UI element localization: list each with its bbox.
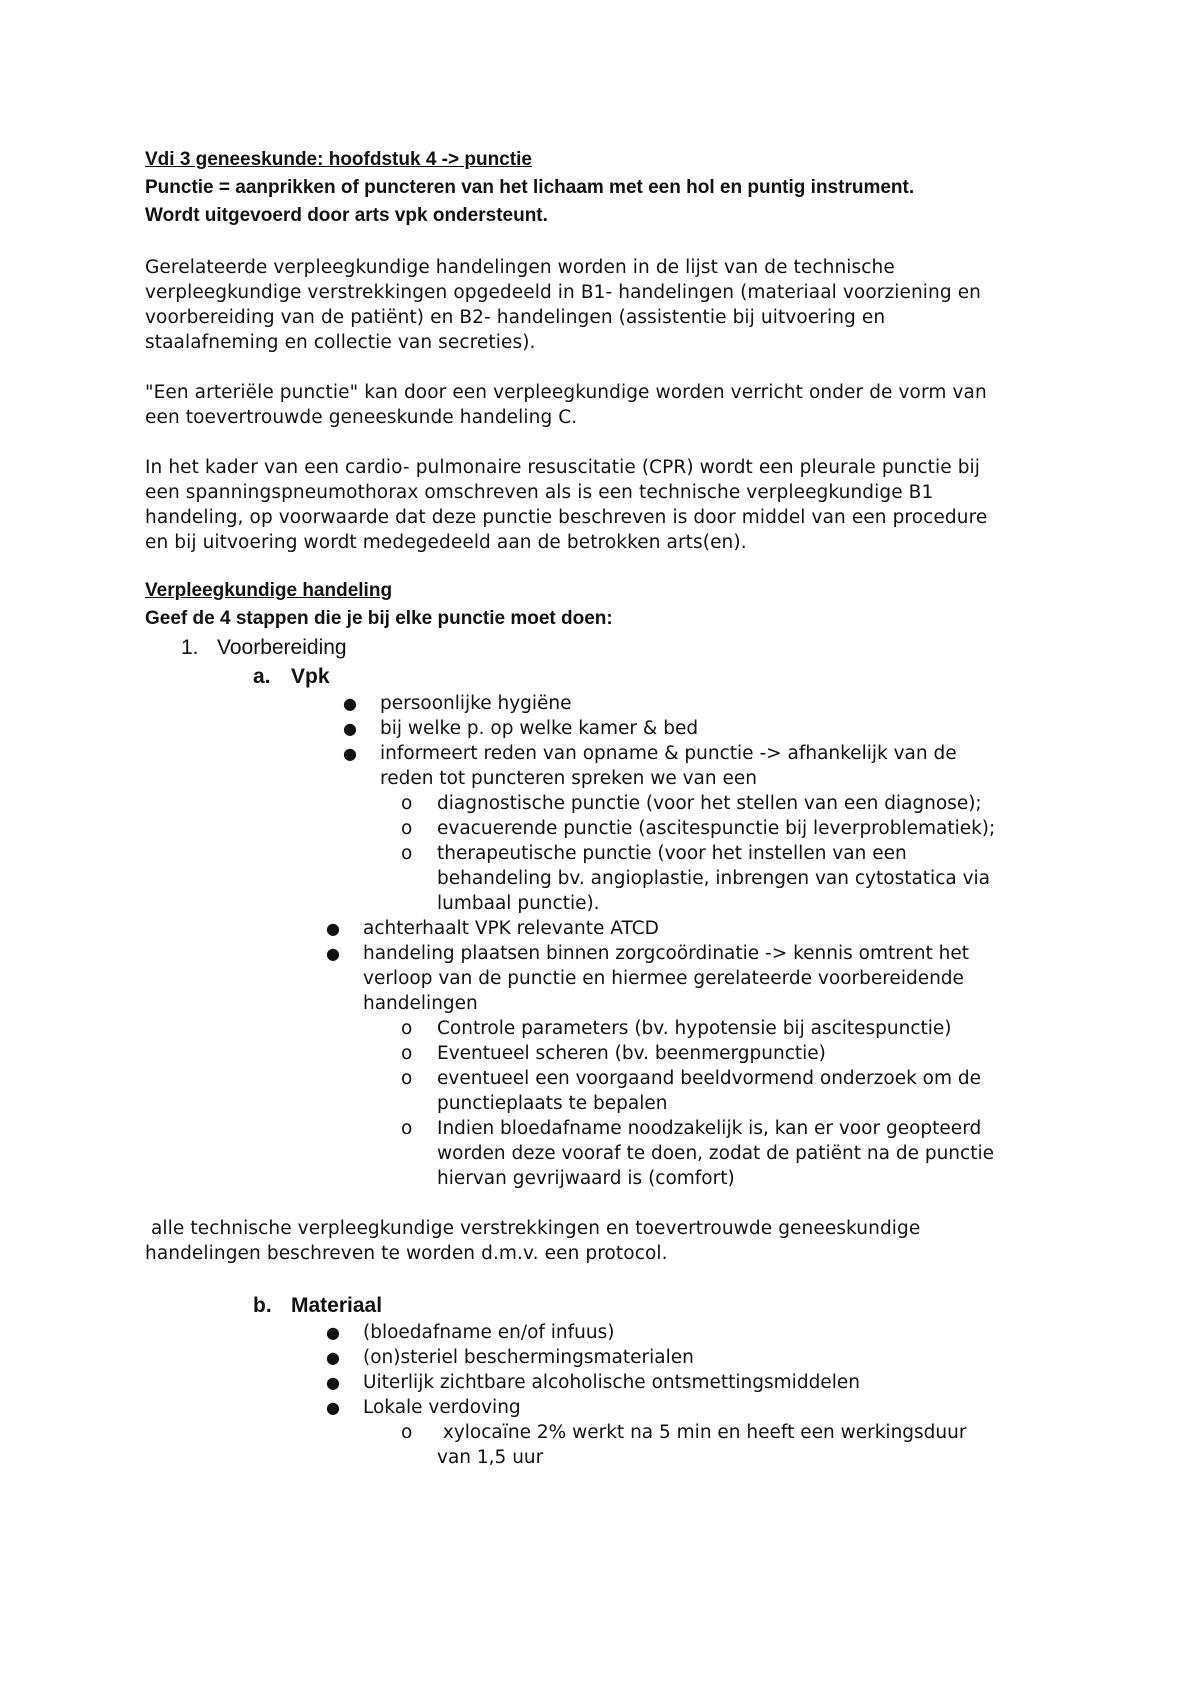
spacer — [145, 555, 1080, 577]
list-item-text: xylocaïne 2% werkt na 5 min en heeft een werkingsduur — [437, 1422, 967, 1443]
bullet-icon: ● — [326, 1348, 340, 1367]
paragraph-b1-b2 — [145, 255, 1080, 355]
list-item-text: Eventueel scheren (bv. beenmergpunctie) — [437, 1043, 826, 1064]
paragraph-cpr — [145, 455, 1080, 555]
list-item — [145, 1016, 1080, 1041]
list-item — [145, 791, 1080, 816]
paragraph-line: In het kader van een cardio- pulmonaire resuscitatie (CPR) wordt een pleurale punctie bij — [145, 457, 981, 478]
bullet-icon: ● — [326, 1373, 340, 1392]
circle-bullet-icon: o — [401, 1422, 413, 1443]
bullet-icon: ● — [343, 719, 357, 738]
list-item-text: Controle parameters (bv. hypotensie bij ascitespunctie) — [437, 1018, 952, 1039]
spacer — [145, 355, 1080, 380]
list-item-text: lumbaal punctie). — [437, 893, 600, 914]
list-item-text: van 1,5 uur — [437, 1447, 544, 1468]
step-label: Voorbereiding — [217, 636, 347, 659]
paragraph-line: Gerelateerde verpleegkundige handelingen worden in de lijst van de technische — [145, 257, 895, 278]
list-item-text: diagnostische punctie (voor het stellen van een diagnose); — [437, 793, 982, 814]
spacer — [145, 230, 1080, 255]
circle-bullet-icon: o — [401, 1018, 413, 1039]
section-question: Geef de 4 stappen die je bij elke punctie moet doen: — [145, 608, 613, 629]
list-item-text: Uiterlijk zichtbare alcoholische ontsmettingsmiddelen — [363, 1372, 860, 1393]
list-item-text: verloop van de punctie en hiermee gerelateerde voorbereidende — [363, 968, 964, 989]
paragraph-line: handelingen beschreven te worden d.m.v. een protocol. — [145, 1243, 668, 1264]
document-page — [145, 146, 1080, 1470]
list-item-text: Lokale verdoving — [363, 1397, 521, 1418]
step-1 — [145, 633, 1080, 662]
list-item — [145, 1041, 1080, 1066]
section-title: Verpleegkundige handeling — [145, 580, 393, 601]
list-item-text: behandeling bv. angioplastie, inbrengen van cytostatica via — [437, 868, 991, 889]
circle-bullet-icon: o — [401, 793, 413, 814]
bullet-icon: ● — [326, 1398, 340, 1417]
paragraph-line: verpleegkundige verstrekkingen opgedeeld in B1- handelingen (materiaal voorziening en — [145, 282, 982, 303]
document-title: Vdi 3 geneeskunde: hoofdstuk 4 -> punctie — [145, 149, 532, 170]
paragraph-line: "Een arteriële punctie" kan door een verpleegkundige worden verricht onder de vorm van — [145, 382, 987, 403]
paragraph-line: handeling, op voorwaarde dat deze punctie beschreven is door middel van een procedure — [145, 507, 988, 528]
bullet-icon: ● — [343, 744, 357, 763]
definition-line-1: Punctie = aanprikken of puncteren van het lichaam met een hol en puntig instrument. — [145, 177, 915, 198]
list-item-text: persoonlijke hygiëne — [380, 693, 572, 714]
list-item — [145, 916, 1080, 941]
list-item — [145, 716, 1080, 741]
paragraph-line: een toevertrouwde geneeskunde handeling C. — [145, 407, 578, 428]
sub-step-label: Materiaal — [291, 1294, 383, 1317]
list-item — [145, 1066, 1080, 1116]
circle-bullet-icon: o — [401, 1118, 413, 1139]
list-item-text: informeert reden van opname & punctie -> afhankelijk van de — [380, 743, 957, 764]
paragraph-line: alle technische verpleegkundige verstrekkingen en toevertrouwde geneeskundige — [145, 1218, 921, 1239]
list-item-text: (on)steriel beschermingsmaterialen — [363, 1347, 694, 1368]
definition-line-2: Wordt uitgevoerd door arts vpk ondersteunt. — [145, 205, 548, 226]
sub-step-letter: b. — [253, 1294, 272, 1317]
paragraph-line: voorbereiding van de patiënt) en B2- handelingen (assistentie bij uitvoering en — [145, 307, 886, 328]
list-item — [145, 741, 1080, 791]
bullet-icon: ● — [326, 919, 340, 938]
list-item — [145, 941, 1080, 1016]
paragraph-line: staalafneming en collectie van secreties). — [145, 332, 536, 353]
paragraph-line: en bij uitvoering wordt medegedeeld aan de betrokken arts(en). — [145, 532, 747, 553]
list-item-text: bij welke p. op welke kamer & bed — [380, 718, 699, 739]
paragraph-line: een spanningspneumothorax omschreven als is een technische verpleegkundige B1 — [145, 482, 934, 503]
list-item-text: punctieplaats te bepalen — [437, 1093, 668, 1114]
sub-step-a — [145, 662, 1080, 691]
spacer — [145, 1191, 1080, 1216]
list-item-text: handelingen — [363, 993, 478, 1014]
list-item-text: reden tot puncteren spreken we van een — [380, 768, 757, 789]
list-item — [145, 1395, 1080, 1420]
list-item-text: Indien bloedafname noodzakelijk is, kan er voor geopteerd — [437, 1118, 982, 1139]
list-item-text: therapeutische punctie (voor het instellen van een — [437, 843, 907, 864]
list-item — [145, 841, 1080, 916]
spacer — [145, 430, 1080, 455]
spacer — [145, 1266, 1080, 1291]
paragraph-protocol — [145, 1216, 1080, 1266]
list-item-text: handeling plaatsen binnen zorgcoördinatie -> kennis omtrent het — [363, 943, 970, 964]
list-item-text: worden deze vooraf te doen, zodat de patiënt na de punctie — [437, 1143, 994, 1164]
circle-bullet-icon: o — [401, 1043, 413, 1064]
list-item — [145, 1116, 1080, 1191]
list-item — [145, 1320, 1080, 1345]
bullet-icon: ● — [326, 944, 340, 963]
list-item-text: evacuerende punctie (ascitespunctie bij leverproblematiek); — [437, 818, 996, 839]
list-item — [145, 1420, 1080, 1470]
list-item-text: achterhaalt VPK relevante ATCD — [363, 918, 659, 939]
bullet-icon: ● — [343, 694, 357, 713]
list-item — [145, 691, 1080, 716]
circle-bullet-icon: o — [401, 843, 413, 864]
sub-step-b — [145, 1291, 1080, 1320]
paragraph-arterial — [145, 380, 1080, 430]
circle-bullet-icon: o — [401, 1068, 413, 1089]
list-item-text: (bloedafname en/of infuus) — [363, 1322, 615, 1343]
list-item-text: hiervan gevrijwaard is (comfort) — [437, 1168, 735, 1189]
bullet-icon: ● — [326, 1323, 340, 1342]
circle-bullet-icon: o — [401, 818, 413, 839]
list-item-text: eventueel een voorgaand beeldvormend onderzoek om de — [437, 1068, 982, 1089]
sub-step-letter: a. — [253, 665, 271, 688]
step-number: 1. — [181, 636, 199, 659]
list-item — [145, 1370, 1080, 1395]
list-item — [145, 1345, 1080, 1370]
sub-step-label: Vpk — [291, 665, 330, 688]
list-item — [145, 816, 1080, 841]
